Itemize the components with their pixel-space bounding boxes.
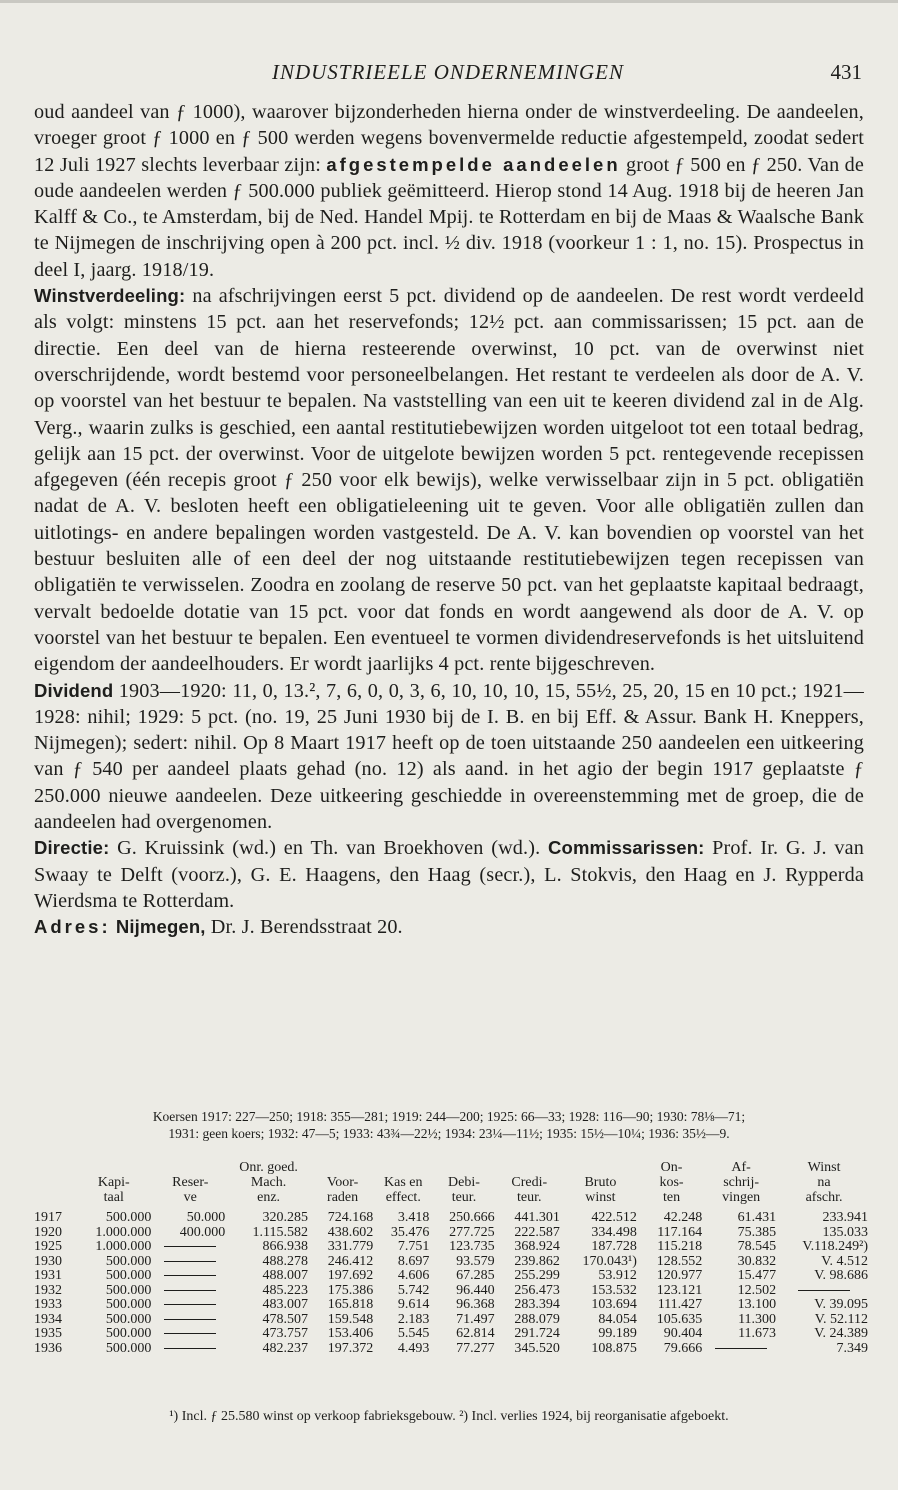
table-cell: 277.725 [449,1224,495,1240]
year-cell: 1933 [34,1297,62,1312]
column-header: Voor- [326,1175,359,1190]
table-cell: 7.751 [397,1239,430,1254]
directie-label: Directie: [34,837,110,859]
table-cell: 120.977 [656,1268,703,1283]
table-cell: 187.728 [591,1239,637,1254]
column-header: kos- [659,1175,684,1190]
table-row [32,1298,870,1313]
table-cell: V. 4.512 [821,1253,868,1269]
commissarissen-text: Prof. Ir. G. J. van Swaay te Delft (voorz.), G. E. Haagens, den Haag (secr.), L. Stokvis, den Haag en J. Rypperda Wierdsma te Rotterdam. [34,837,864,912]
column-header: On- [660,1160,683,1175]
table-cell [153,1327,227,1342]
adres-text: Dr. J. Berendsstraat 20. [205,916,403,939]
column-header [32,1160,74,1175]
table-cell: 12.502 [737,1282,777,1298]
paragraph-aandeelen-text-a: oud aandeel van ƒ 1000), waarover bijzonderheden hierna onder de winstverdeeling. De aandeelen, vroeger groot ƒ 1000 en ƒ 500 werden wegens bovenvermelde reductie afgestempeld, zoodat sedert 12 Juli 1927 slechts leverbaar zijn: [34,101,864,176]
table-cell: 99.189 [598,1326,637,1341]
table-cell: 103.694 [591,1297,637,1312]
table-cell: V. 98.686 [814,1268,868,1283]
column-header: vingen [722,1190,761,1205]
column-header: winst [585,1190,616,1205]
column-header: Kas en [384,1175,423,1190]
table-cell: 478.507 [262,1311,308,1327]
spaced-term: afgestempelde aandeelen [326,153,621,175]
footnotes: ¹) Incl. ƒ 25.580 winst op verkoop fabrieksgebouw. ²) Incl. verlies 1924, bij reorganisatie afgeboekt. [169,1409,729,1424]
table-cell: 153.532 [591,1282,637,1298]
table-cell: 331.779 [327,1239,374,1254]
column-header: schrij- [723,1175,759,1190]
table-cell: 15.477 [737,1268,777,1283]
column-header: Af- [731,1160,751,1175]
table-cell: 11.300 [738,1311,777,1327]
running-header [34,60,862,88]
table-cell: 345.520 [514,1340,560,1356]
dash-mark [164,1261,216,1262]
column-header: ten [662,1190,681,1205]
column-header: na [817,1175,831,1190]
table-cell: 5.742 [397,1282,430,1298]
table-cell: 53.912 [598,1268,637,1283]
column-header: afschr. [805,1190,843,1205]
table-cell: 283.394 [514,1297,560,1312]
table-cell: 500.000 [105,1340,152,1356]
dash-mark [164,1290,216,1291]
table-cell: 4.493 [397,1340,430,1356]
article-body [34,99,864,941]
column-header: Credi- [511,1175,548,1190]
header-row [32,1175,870,1190]
table-row [32,1208,870,1226]
table-cell: 291.724 [514,1326,560,1341]
table-cell: 96.440 [456,1282,495,1298]
table-cell: 438.602 [327,1224,374,1240]
table-row [32,1269,870,1284]
table-cell: 165.818 [327,1297,374,1312]
column-header [32,1175,74,1190]
koersen-line-1: Koersen 1917: 227—250; 1918: 355—281; 1919: 244—200; 1925: 66—33; 1928: 116—90; 1930: 78⅛—71; [152,1109,746,1124]
table-cell: 2.183 [397,1311,430,1327]
dash-mark [164,1275,216,1276]
table-cell [704,1342,778,1357]
table-cell: V.118.249²) [802,1239,868,1254]
table-cell: 256.473 [514,1282,560,1298]
column-header: Onr. goed. [239,1160,298,1175]
year-cell: 1936 [34,1340,62,1356]
dash-mark [164,1319,216,1320]
table-cell: 255.299 [514,1268,560,1283]
table-cell: 1.000.000 [95,1224,152,1240]
table-cell: 288.079 [514,1311,560,1327]
table-cell: 115.218 [657,1239,703,1254]
adres-label: Adres: [34,916,111,938]
table-cell: 197.692 [327,1268,374,1283]
column-header: raden [327,1190,359,1205]
column-header [74,1160,153,1175]
table-cell: 8.697 [397,1253,430,1269]
table-cell: 42.248 [663,1210,703,1225]
table-cell: 488.278 [262,1253,308,1269]
table-cell: 159.548 [327,1311,374,1327]
paragraph-dividend [34,678,864,836]
table-cell: 153.406 [327,1326,374,1341]
table-cell: 239.862 [514,1253,560,1269]
table-cell: 11.673 [738,1326,777,1341]
table-cell: 500.000 [105,1311,152,1327]
table-cell: 135.033 [822,1224,868,1240]
column-header: Mach. [250,1175,287,1190]
column-header [497,1160,562,1175]
table-cell: 128.552 [656,1253,703,1269]
table-cell: 1.000.000 [95,1239,152,1254]
table-cell: 108.875 [591,1340,637,1356]
year-cell: 1917 [34,1210,62,1225]
table-cell [153,1284,227,1299]
paragraph-aandeelen [34,99,864,283]
table-cell: V. 24.389 [814,1326,868,1341]
financial-table [32,1160,870,1356]
winstverdeeling-text: na afschrijvingen eerst 5 pct. dividend op de aandeelen. De rest wordt verdeeld als volgt: minstens 15 pct. aan het reservefonds; 12½ pct. aan commissarissen; 15 pct. aan de directie. Een deel van de hierna resteerende overwinst, 10 pct. van de overwinst niet overschrijdende, wordt bestemd voor personeelbelangen. Het restant te verdeelen als door de A. V. op voorstel van het bestuur te bepalen. Na vaststelling van een uit te keeren dividend zal in de Alg. Verg., waarin zulks is geschied, een aantal restitutiebewijzen worden uitgeloot tot een totaal bedrag, gelijk aan 15 pct. der overwinst. Voor de uitgelote bewijzen worden 5 pct. rentegevende recepissen afgegeven (één recepis groot ƒ 250 voor elk bewijs), welke verwisselbaar zijn in 5 pct. obligatiën nadat de A. V. besloten heeft een obligatieleening uit te geven. Voor alle obligatiën zullen dan uitlotings- en andere bepalingen worden vastgesteld. De A. V. kan bovendien op voorstel van het bestuur besluiten alle of een deel der nog uitstaande restitutiebewijzen tegen recepissen van obligatiën te verwisselen. Zoodra en zoolang de reserve 50 pct. van het geplaatste kapitaal bedraagt, vervalt bedoelde dotatie van 15 pct. voor dat fonds en wordt aangewend als door de A. V. op voorstel van het bestuur te bepalen. Een eventueel te vormen dividendreservefonds is het uitsluitend eigendom der aandeelhouders. Er wordt jaarlijks 4 pct. rente bijgeschreven. [34,285,864,676]
paragraph-adres [34,914,864,940]
financial-table-head [32,1160,870,1208]
financial-table-body [32,1208,870,1356]
year-cell: 1935 [34,1326,62,1341]
commissarissen-label: Commissarissen: [548,837,705,859]
header-row [32,1160,870,1175]
table-row [32,1327,870,1342]
table-cell: V. 39.095 [814,1297,868,1312]
table-row [32,1255,870,1270]
table-cell: 175.386 [327,1282,374,1298]
table-row [32,1313,870,1328]
table-cell [153,1342,227,1357]
table-cell [153,1269,227,1284]
table-cell: 123.121 [656,1282,703,1298]
column-header: Reser- [172,1175,209,1190]
table-cell: 35.476 [390,1224,430,1240]
table-cell: 250.666 [449,1210,495,1225]
table-row [32,1240,870,1255]
table-cell: 62.814 [456,1326,495,1341]
column-header: enz. [257,1190,281,1205]
dividend-label: Dividend [34,679,114,701]
paragraph-aandeelen-text-b: groot ƒ 500 en ƒ 250. Van de oude aandeelen werden ƒ 500.000 publiek geëmitteerd. Hierop stond 14 Aug. 1918 bij de heeren Jan Kalff & Co., te Amsterdam, bij de Ned. Handel Mpij. te Rotterdam en bij de Maas & Waalsche Bank te Nijmegen de inschrijving open à 200 pct. incl. ½ div. 1918 (voorkeur 1 : 1, no. 15). Prospectus in deel I, jaarg. 1918/19. [34,153,865,281]
column-header: effect. [385,1190,421,1205]
table-cell: 866.938 [262,1239,308,1254]
dash-mark [798,1290,850,1291]
table-cell: 78.545 [737,1239,777,1254]
table-cell [153,1240,227,1255]
table-cell: 422.512 [591,1210,637,1225]
table-cell: 1.115.582 [252,1224,308,1240]
table-cell: 4.606 [397,1268,430,1283]
column-header: Bruto [584,1175,617,1190]
page-number: 431 [830,60,862,84]
table-cell: 320.285 [262,1210,308,1225]
year-cell: 1932 [34,1282,62,1298]
column-header: teur. [451,1190,477,1205]
table-cell: 67.285 [456,1268,495,1283]
table-cell: 3.418 [397,1210,430,1225]
directie-text: G. Kruissink (wd.) en Th. van Broekhoven (wd.). [109,837,548,860]
table-cell: 400.000 [179,1224,226,1240]
table-cell: 500.000 [105,1268,152,1283]
dividend-text: 1903—1920: 11, 0, 13.², 7, 6, 0, 0, 3, 6, 10, 10, 10, 15, 55½, 25, 20, 15 en 10 pct.; 1921—1928: nihil; 1929: 5 pct. (no. 19, 25 Juni 1930 bij de I. B. en bij Eff. & Assur. Bank H. Kneppers, Nijmegen); sedert: nihil. Op 8 Maart 1917 heeft op de toen uitstaande 250 aandeelen een uitkeering van ƒ 540 per aandeel plaats gehad (no. 12) als aand. in het agio der begin 1917 geplaatste ƒ 250.000 nieuwe aandeelen. Deze uitkeering geschiedde in overeenstemming met de groep, die de aandeelen had overgenomen. [34,679,864,834]
table-cell [153,1298,227,1313]
table-cell: 79.666 [663,1340,703,1356]
table-cell: 61.431 [737,1210,777,1225]
table-cell: 84.054 [598,1311,637,1327]
table-cell: 483.007 [262,1297,308,1312]
table-cell: 485.223 [262,1282,308,1298]
table-cell: 473.757 [262,1326,308,1341]
column-header [310,1160,375,1175]
table-cell: 482.237 [262,1340,308,1356]
table-cell: 7.349 [836,1340,868,1356]
table-cell [153,1313,227,1328]
column-header [153,1160,227,1175]
dash-mark [715,1348,767,1349]
year-cell: 1930 [34,1253,62,1269]
table-cell: 368.924 [514,1239,560,1254]
table-cell [778,1284,870,1299]
header-row [32,1190,870,1208]
table-cell: 222.587 [514,1224,560,1240]
dash-mark [164,1246,216,1247]
table-cell: 71.497 [456,1311,495,1327]
table-cell: 9.614 [397,1297,430,1312]
table-cell: 77.277 [456,1340,495,1356]
paragraph-winstverdeeling [34,283,864,677]
table-cell: 93.579 [456,1253,495,1269]
column-header [32,1190,74,1208]
table-cell: 105.635 [656,1311,703,1327]
table-cell: 197.372 [327,1340,374,1356]
table-cell: 246.412 [327,1253,374,1269]
table-cell: V. 52.112 [814,1311,868,1327]
header-title: INDUSTRIEELE ONDERNEMINGEN [271,60,625,84]
year-cell: 1931 [34,1268,62,1283]
table-cell [153,1255,227,1270]
adres-city: Nijmegen, [115,916,206,938]
table-row [32,1226,870,1241]
table-cell: 50.000 [186,1210,226,1225]
column-header: teur. [517,1190,542,1205]
table-cell: 96.368 [456,1297,495,1312]
table-cell: 724.168 [327,1210,374,1225]
table-cell: 5.545 [397,1326,430,1341]
table-cell: 334.498 [591,1224,637,1240]
column-header [562,1160,639,1175]
column-header [431,1160,496,1175]
table-cell: 500.000 [105,1326,152,1341]
table-cell: 500.000 [105,1253,152,1269]
column-header: Winst [807,1160,841,1175]
year-cell: 1920 [34,1224,62,1240]
table-cell: 117.164 [657,1224,703,1240]
table-cell: 90.404 [663,1326,703,1341]
dash-mark [164,1333,216,1334]
table-cell: 13.100 [737,1297,777,1312]
table-cell: 123.735 [449,1239,495,1254]
table-cell: 75.385 [737,1224,777,1240]
year-cell: 1925 [34,1239,62,1254]
column-header [375,1160,431,1175]
table-cell: 233.941 [822,1210,868,1225]
table-cell: 500.000 [105,1282,152,1298]
koersen-block [34,1108,864,1142]
winstverdeeling-label: Winstverdeeling: [34,285,186,307]
table-cell: 500.000 [105,1210,152,1225]
paragraph-directie [34,835,864,914]
table-row [32,1284,870,1299]
column-header: taal [103,1190,124,1205]
table-cell: 30.832 [737,1253,777,1269]
table-cell: 441.301 [514,1210,560,1225]
top-edge-line [0,0,898,3]
table-cell: 111.427 [657,1297,703,1312]
table-cell: 170.043¹) [582,1253,637,1269]
year-cell: 1934 [34,1311,62,1327]
dash-mark [164,1348,216,1349]
koersen-line-2: 1931: geen koers; 1932: 47—5; 1933: 43¾—22½; 1934: 23¼—11½; 1935: 15½—10¼; 1936: 35½—9. [168,1126,730,1141]
table-row [32,1342,870,1357]
table-cell: 488.007 [262,1268,308,1283]
column-header: Kapi- [97,1175,130,1190]
column-header: Debi- [448,1175,480,1190]
dash-mark [164,1304,216,1305]
table-cell: 500.000 [105,1297,152,1312]
column-header: ve [183,1190,197,1205]
